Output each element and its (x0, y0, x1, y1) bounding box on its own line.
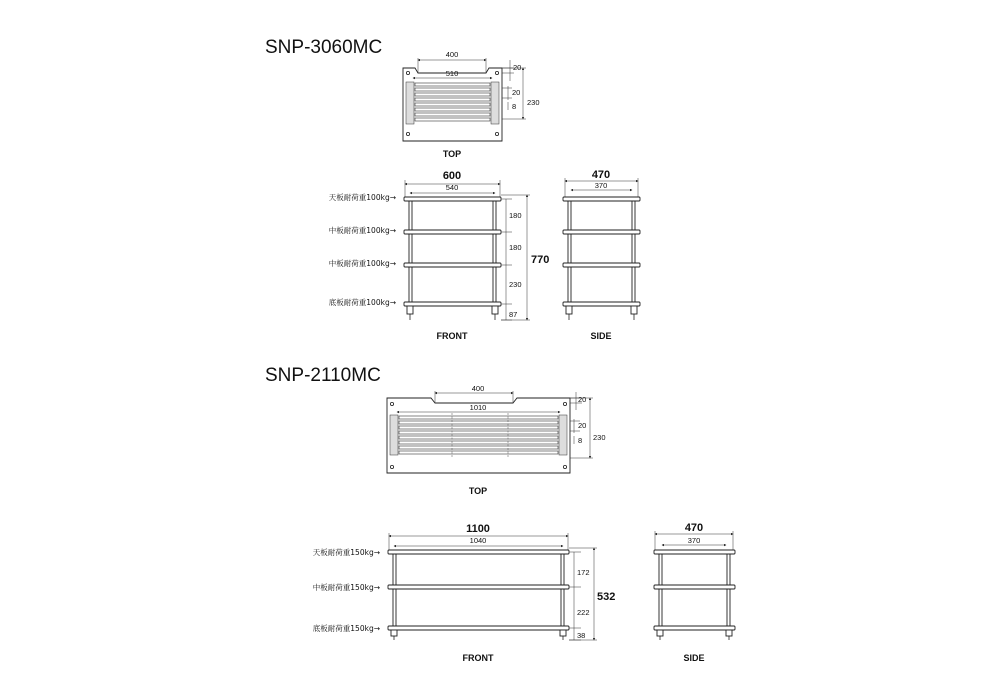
dim-base: 87 (509, 310, 518, 319)
dim-gap3: 230 (509, 280, 522, 289)
label-side: SIDE (590, 331, 612, 341)
dim-width: 600 (442, 170, 462, 182)
top-view (387, 384, 606, 496)
dim-depth: 470 (684, 522, 704, 534)
dim-slat: 8 (578, 436, 583, 445)
right-rail (491, 82, 499, 124)
load-label: 底板耐荷重150kg→ (312, 624, 380, 633)
shelf-bottom (388, 626, 569, 630)
shelf-mid (404, 230, 501, 234)
dim-top-margin: 20 (578, 395, 587, 404)
shelf-mid (388, 585, 569, 589)
dim-depth: 470 (591, 169, 611, 181)
model-title: SNP-3060MC (265, 37, 383, 58)
dim-height: 532 (597, 591, 616, 603)
label-side: SIDE (683, 653, 705, 663)
shelf-bottom (404, 302, 501, 306)
load-label: 天板耐荷重100kg→ (328, 193, 396, 202)
dim-inner: 1040 (469, 536, 487, 545)
load-label: 天板耐荷重150kg→ (312, 548, 380, 557)
side-view (654, 522, 735, 663)
top-view (403, 50, 540, 159)
dim-gap2: 180 (509, 243, 522, 252)
shelf-top (388, 550, 569, 554)
shelf-top (404, 197, 501, 201)
dim-inner: 510 (445, 69, 459, 78)
shelf-mid (404, 263, 501, 267)
dim-slat: 8 (512, 102, 517, 111)
side-view (563, 169, 640, 341)
dim-notch: 400 (445, 50, 459, 59)
dim-base: 38 (577, 631, 586, 640)
dim-gap1: 180 (509, 211, 522, 220)
foot (407, 306, 413, 314)
dim-notch: 400 (471, 384, 485, 393)
load-label: 中板耐荷重100kg→ (328, 259, 396, 268)
dim-height: 770 (531, 254, 550, 266)
dim-gap2: 222 (577, 608, 590, 617)
dim-inner: 540 (445, 183, 459, 192)
foot (492, 306, 498, 314)
dim-inner: 1010 (469, 403, 487, 412)
dim-top-margin: 20 (513, 63, 522, 72)
dim-slat-pitch: 20 (512, 88, 521, 97)
label-top: TOP (468, 486, 488, 496)
dim-slat-pitch: 20 (578, 421, 587, 430)
load-label: 中板耐荷重100kg→ (328, 226, 396, 235)
dim-depth: 230 (593, 433, 606, 442)
load-label: 底板耐荷重100kg→ (328, 298, 396, 307)
model-snp-3060mc (265, 37, 640, 341)
dim-gap1: 172 (577, 568, 590, 577)
dim-inner: 370 (687, 536, 701, 545)
left-rail (406, 82, 414, 124)
dim-inner: 370 (594, 181, 608, 190)
label-top: TOP (442, 149, 462, 159)
load-label: 中板耐荷重150kg→ (312, 583, 380, 592)
model-title: SNP-2110MC (265, 365, 381, 386)
dim-width: 1100 (466, 523, 490, 535)
model-snp-2110mc (265, 365, 735, 663)
label-front: FRONT (436, 331, 468, 341)
front-view (329, 170, 550, 341)
label-front: FRONT (462, 653, 494, 663)
front-view (313, 523, 616, 663)
dim-depth: 230 (527, 98, 540, 107)
